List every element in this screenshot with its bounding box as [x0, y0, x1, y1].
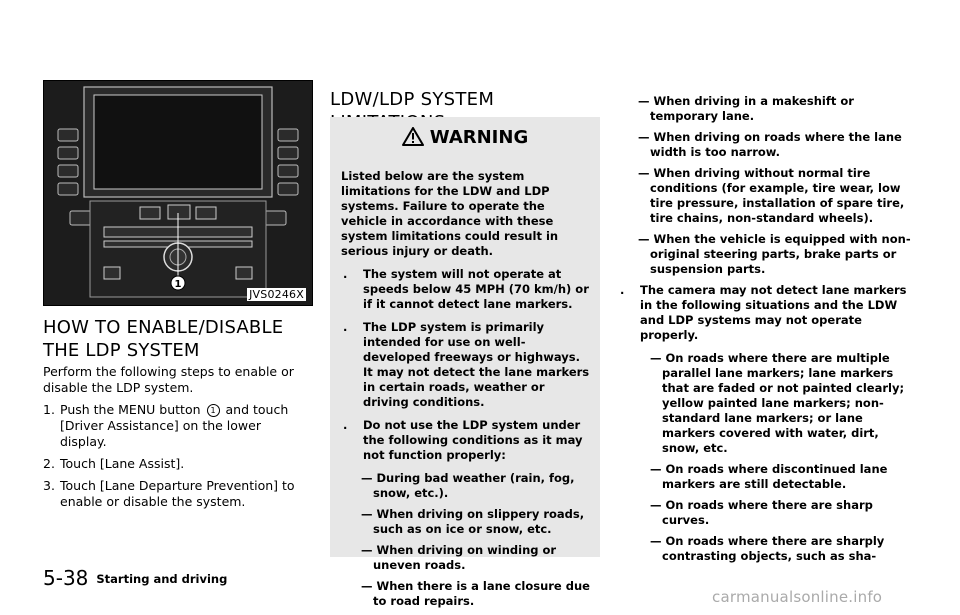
condition-item: — When driving in a makeshift or temporary lane. — [638, 94, 854, 123]
continued-warning-column — [618, 94, 918, 570]
condition-item: — On roads where discontinued lane markers are still detectable. — [650, 462, 888, 491]
step-text: Touch [Lane Assist]. — [60, 456, 185, 471]
condition-item: — During bad weather (rain, fog, snow, etc.). — [361, 471, 575, 500]
step-text: and touch [Driver Assistance] on the lower display. — [60, 402, 289, 449]
bullet-marker: . — [620, 283, 625, 297]
warning-header — [330, 127, 600, 149]
intro-paragraph: Perform the following steps to enable or disable the LDP system. — [43, 364, 294, 395]
step-item — [43, 456, 311, 472]
callout-1-label: 1 — [174, 279, 182, 290]
section-heading-limitations: LDW/LDP SYSTEM — [330, 89, 495, 110]
step-number: 3. — [43, 478, 55, 493]
step-text: Touch [Lane Departure Prevention] to enable or disable the system. — [60, 478, 295, 509]
warning-intro: Listed below are the system limitations for the LDW and LDP systems. Failure to operate the vehicle in accordance with these system limitations could result in serious injury or death. — [341, 169, 559, 258]
watermark: carmanualsonline.info — [712, 588, 883, 606]
bullet-text: Do not use the LDP system under the following conditions as it may not function properly: — [363, 418, 583, 462]
warning-bullet — [341, 418, 590, 463]
bullet-text: The LDP system is primarily intended for use on well-developed freeways or highways. It may not detect the lane markers in certain roads, weather or driving conditions. — [363, 320, 590, 409]
condition-item: — When the vehicle is equipped with non-original steering parts, brake parts or suspension parts. — [638, 232, 911, 276]
step-text: Push the MENU button — [60, 402, 201, 417]
section-name: Starting and driving — [96, 572, 228, 586]
bullet-text: The system will not operate at speeds below 45 MPH (70 km/h) or if it cannot detect lane markers. — [363, 267, 589, 311]
condition-item: — On roads where there are sharp curves. — [650, 498, 873, 527]
condition-item: — When driving without normal tire conditions (for example, tire wear, low tire pressure, installation of spare tire, tire chains, non-standard wheels). — [638, 166, 905, 225]
warning-triangle-icon — [402, 127, 424, 146]
condition-item: — When there is a lane closure due to road repairs. — [361, 579, 590, 608]
step-number: 2. — [43, 456, 55, 471]
warning-bullet — [618, 283, 918, 343]
condition-item: — On roads where there are sharply contrasting objects, such as sha- — [650, 534, 885, 563]
warning-box — [330, 117, 600, 608]
bullet-marker: . — [343, 267, 348, 281]
warning-body — [341, 169, 590, 615]
bullet-marker: . — [343, 320, 348, 334]
condition-item: — When driving on roads where the lane width is too narrow. — [638, 130, 902, 159]
bullet-text: The camera may not detect lane markers in the following situations and the LDW and LDP systems may not operate properly. — [640, 283, 907, 342]
section-heading-enable-disable: HOW TO ENABLE/DISABLE THE LDP SYSTEM — [43, 317, 284, 361]
warning-title: WARNING — [429, 127, 529, 148]
page-footer — [43, 566, 227, 591]
condition-item: — When driving on winding or uneven roads. — [361, 543, 557, 572]
step-item — [43, 402, 311, 450]
condition-item: — When driving on slippery roads, such as on ice or snow, etc. — [361, 507, 585, 536]
callout-1-ref-icon: 1 — [207, 404, 220, 417]
figure-id: JVS0246X — [249, 288, 304, 301]
step-number: 1. — [43, 402, 55, 417]
condition-item: — On roads where there are multiple parallel lane markers; lane markers that are faded or not painted clearly; yellow painted lane markers; non-standard lane markers; or lane markers covered with water, dirt, snow, etc. — [650, 351, 905, 455]
warning-bullet — [341, 320, 590, 410]
page-number: 5-38 — [43, 566, 89, 590]
bullet-marker: . — [343, 418, 348, 432]
center-console-illustration — [43, 80, 313, 306]
steps-list — [43, 402, 311, 516]
warning-bullet — [341, 267, 590, 312]
step-item — [43, 478, 311, 510]
console-drawing — [44, 81, 312, 305]
